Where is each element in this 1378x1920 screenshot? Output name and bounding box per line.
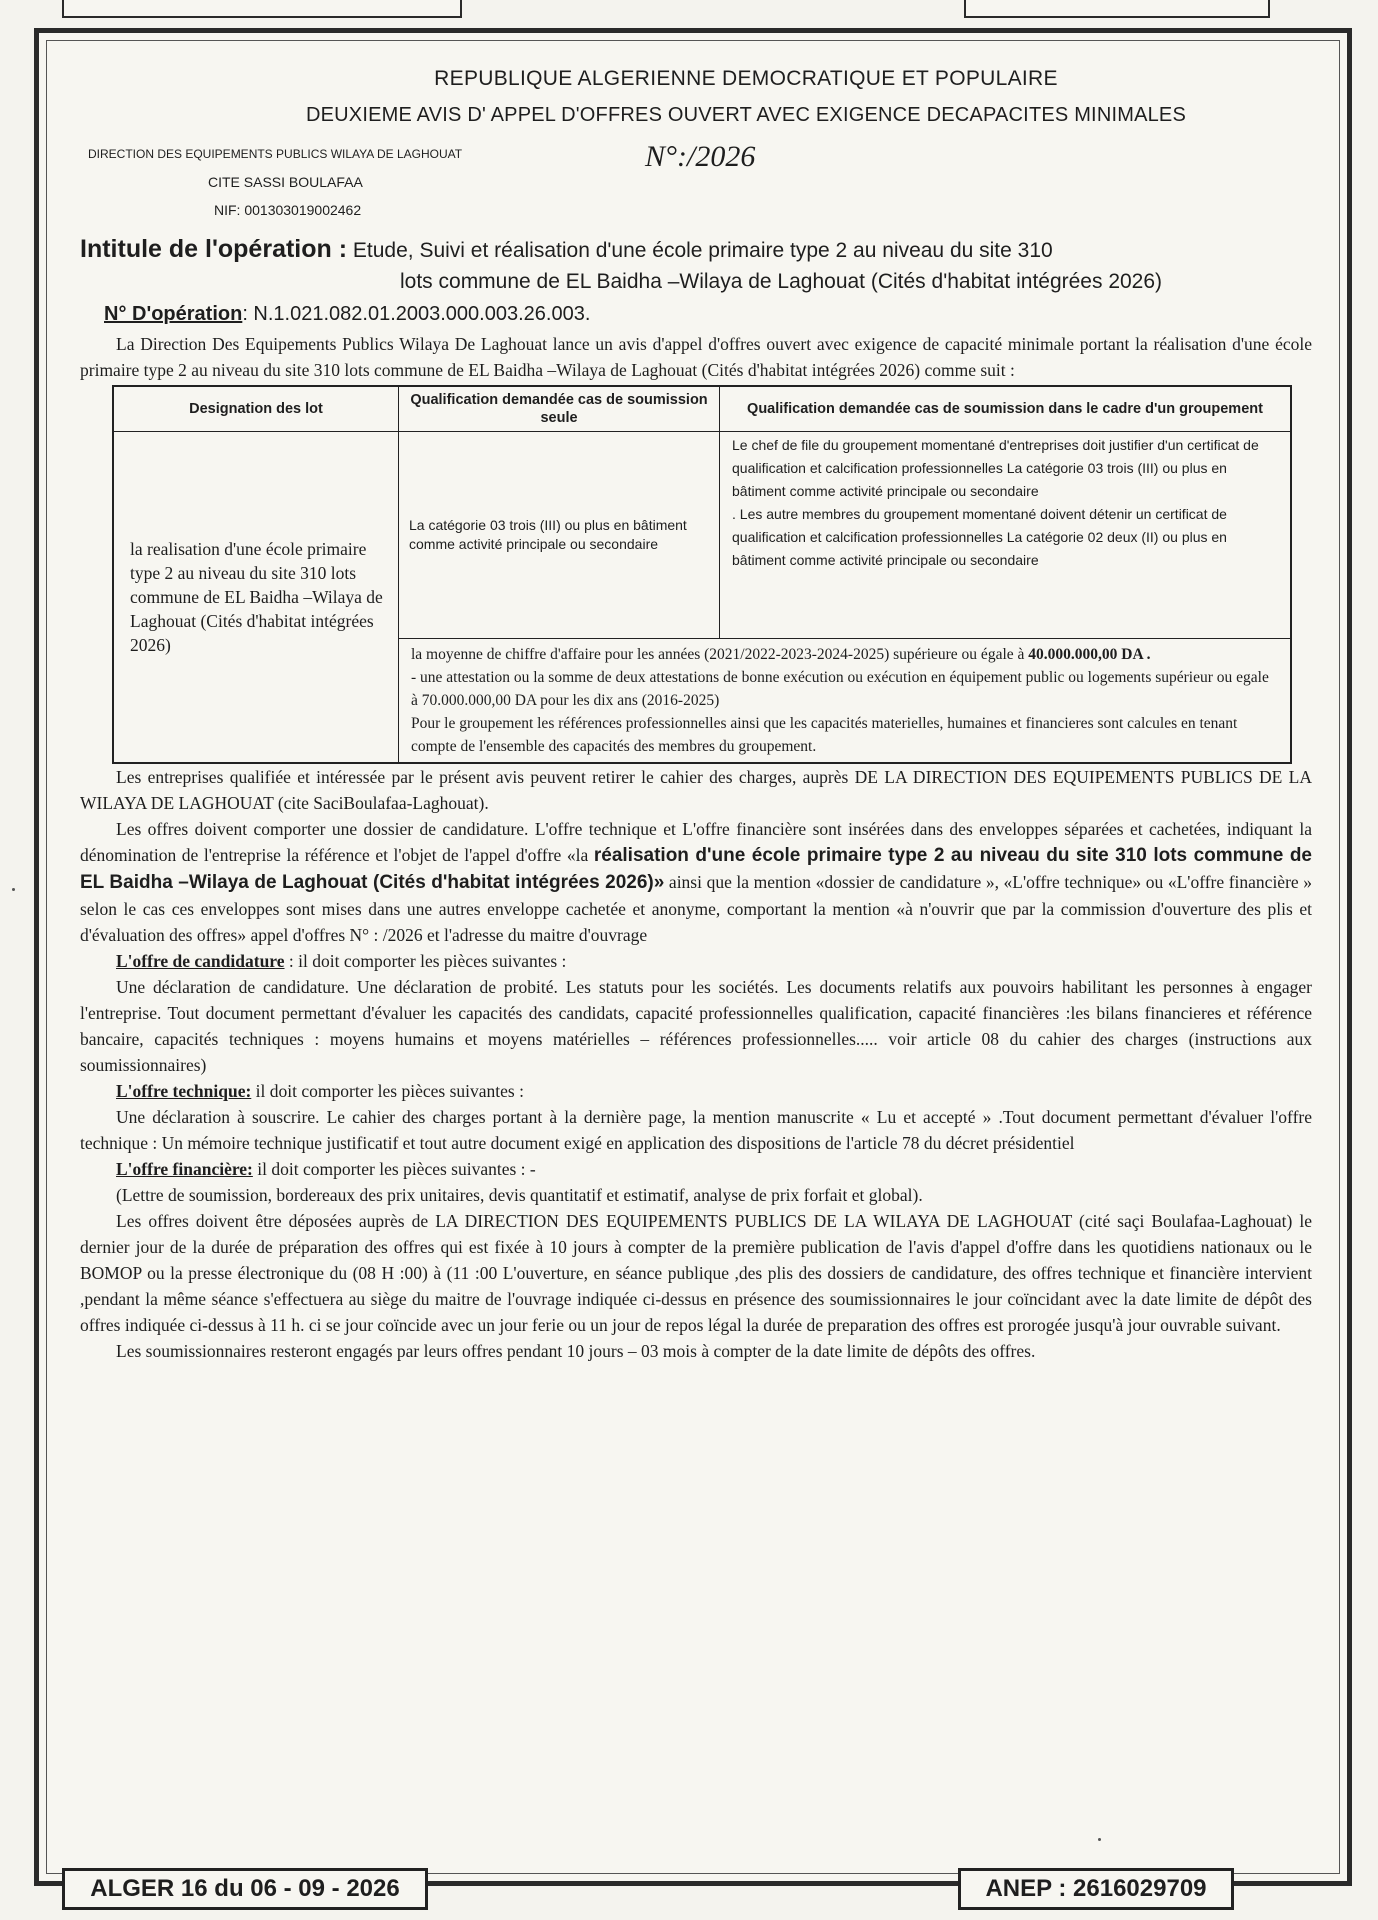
issuer-nif: NIF: 001303019002462: [214, 202, 362, 218]
issuer-name: DIRECTION DES EQUIPEMENTS PUBLICS WILAYA DE LAGHOUAT: [88, 147, 463, 161]
publication-date-box: ALGER 16 du 06 - 09 - 2026: [62, 1868, 428, 1910]
issuer-address: CITE SASSI BOULAFAA: [208, 174, 363, 190]
group-qualification: [720, 432, 1292, 639]
header-designation: Designation des lot: [113, 386, 399, 432]
operation-number-value: : N.1.021.082.01.2003.000.003.26.003.: [242, 303, 591, 325]
notice-content: [80, 62, 1312, 1364]
lots-table: [112, 385, 1292, 764]
solo-qualification: La catégorie 03 trois (III) ou plus en bâtiment comme activité principale ou secondaire: [399, 432, 720, 639]
offers-text-2: ainsi que la mention «dossier de candidature », «L'offre technique» ou «L'offre financière » selon le cas ces enveloppes sont mises dans une autres enveloppe cachetée et anonyme, comportant la mention «à n'ouvrir que par la commission d'ouverture des plis et d'évaluation des offres» appel d'offres N° : /2026 et l'adresse du maitre d'ouvrage: [80, 872, 1313, 945]
technical-label: L'offre technique:: [116, 1081, 252, 1101]
header-solo: Qualification demandée cas de soumission seule: [399, 386, 720, 432]
certificates-requirement: - une attestation ou la somme de deux attestations de bonne exécution ou exécution en équipement public ou logements supérieur ou egale à 70.000.000,00 DA pour les dix ans (2016-2025): [411, 669, 1269, 709]
validity-paragraph: Les soumissionnaires resteront engagés par leurs offres pendant 10 jours – 03 mois à compter de la date limite de dépôts des offres.: [116, 1341, 1036, 1361]
operation-title-text1: Etude, Suivi et réalisation d'une école primaire type 2 au niveau du site 310: [352, 239, 1053, 262]
operation-block: [80, 234, 1312, 331]
financial-intro: il doit comporter les pièces suivantes : -: [257, 1159, 536, 1179]
notice-title: DEUXIEME AVIS D' APPEL D'OFFRES OUVERT AVEC EXIGENCE DECAPACITES MINIMALES: [305, 104, 1187, 126]
top-stub-left: [62, 0, 462, 18]
turnover-text: la moyenne de chiffre d'affaire pour les années (2021/2022-2023-2024-2025) supérieure ou égale à: [411, 646, 1025, 663]
table-header-row: [113, 386, 1291, 432]
operation-title-label: Intitule de l'opération :: [80, 235, 348, 263]
financial-requirements: [399, 639, 1292, 764]
turnover-amount: 40.000.000,00 DA .: [1028, 646, 1151, 663]
scan-speck: [12, 888, 15, 891]
reference-number: N°:/2026: [645, 140, 756, 173]
technical-heading: [80, 1078, 1312, 1104]
lot-designation: la realisation d'une école primaire type 2 au niveau du site 310 lots commune de EL Baidha –Wilaya de Laghouat (Cités d'habitat intégrées 2026): [113, 432, 399, 764]
issuer-block: [80, 134, 1312, 226]
candidature-heading: [80, 948, 1312, 974]
candidature-label: L'offre de candidature: [116, 951, 285, 971]
republic-header: REPUBLIQUE ALGERIENNE DEMOCRATIQUE ET POPULAIRE: [434, 67, 1058, 90]
intro-paragraph: La Direction Des Equipements Publics Wilaya De Laghouat lance un avis d'appel d'offres ouvert avec exigence de capacité minimale portant la réalisation d'une école primaire type 2 au niveau du site 310 lots commune de EL Baidha –Wilaya de Laghouat (Cités d'habitat intégrées 2026) comme suit :: [80, 334, 1312, 380]
technical-intro: il doit comporter les pièces suivantes :: [255, 1081, 524, 1101]
operation-number: [104, 297, 1312, 331]
candidature-intro: : il doit comporter les pièces suivantes :: [288, 951, 567, 971]
technical-text: Une déclaration à souscrire. Le cahier des charges portant à la dernière page, la mention manuscrite « Lu et accepté » .Tout document permettant d'évaluer l'offre technique : Un mémoire technique justificatif et tout autre document exigé en application des dispositions de l'article 78 du décret présidentiel: [80, 1107, 1312, 1153]
group-leader-requirement: Le chef de file du groupement momentané d'entreprises doit justifier d'un certificat de qualification et calcification professionnelles La catégorie 03 trois (III) ou plus en bâtiment comme activité principale ou secondaire: [732, 437, 1259, 499]
top-stub-right: [964, 0, 1270, 18]
offers-object-bold: réalisation d'une école primaire type 2 au niveau du site 310 lots commune de EL Baidha –Wilaya de Laghouat (Cités d'habitat intégrées 2026)»: [80, 845, 1312, 893]
financial-heading: [80, 1156, 1312, 1182]
deposit-paragraph: Les offres doivent être déposées auprès de LA DIRECTION DES EQUIPEMENTS PUBLICS DE LA WILAYA DE LAGHOUAT (cité saçi Boulafaa-Laghouat) le dernier jour de la durée de préparation des offres qui est fixée à 10 jours à compter de la première publication de l'avis d'appel d'offre dans les quotidiens nationaux ou le BOMOP ou la presse électronique du (08 H :00) à (11 :00 L'ouverture, en séance publique ,des plis des dossiers de candidature, des offres technique et financière intervient ,pendant la même séance s'effectuera au siège du maitre de l'ouvrage indiquée ci-dessus en présence des soumissionnaires le jour coïncidant avec la date limite de dépôt des offres indiquée ci-dessus à 11 h. ci se jour coïncide avec un jour ferie ou un jour de repos légal la durée de preparation des offres est prorogée jusqu'à jour ouvrable suivant.: [80, 1211, 1312, 1335]
table-row: [113, 432, 1291, 639]
withdraw-paragraph: Les entreprises qualifiée et intéressée par le présent avis peuvent retirer le cahier des charges, auprès DE LA DIRECTION DES EQUIPEMENTS PUBLICS DE LA WILAYA DE LAGHOUAT (cite SaciBoulafaa-Laghouat).: [80, 767, 1312, 813]
group-references: Pour le groupement les références professionnelles ainsi que les capacités materielles, humaines et financieres sont calcules en tenant compte de l'ensemble des capacités des membres du groupement.: [411, 715, 1238, 755]
financial-label: L'offre financière:: [116, 1159, 253, 1179]
anep-number-box: ANEP : 2616029709: [958, 1868, 1234, 1910]
operation-title-line1: [80, 234, 1312, 266]
scan-speck: [1098, 1838, 1101, 1841]
offers-paragraph: [80, 816, 1312, 948]
group-members-requirement: . Les autre membres du groupement momentané doivent détenir un certificat de qualification et calcification professionnelles La catégorie 02 deux (II) ou plus en bâtiment comme activité principale ou secondaire: [732, 506, 1227, 568]
operation-number-label: N° D'opération: [104, 303, 243, 325]
turnover-requirement: [411, 643, 1278, 666]
operation-title-line2: lots commune de EL Baidha –Wilaya de Laghouat (Cités d'habitat intégrées 2026): [400, 270, 1163, 293]
header-group: Qualification demandée cas de soumission dans le cadre d'un groupement: [720, 386, 1292, 432]
issuer: [88, 140, 462, 224]
offers-text-1: Les offres doivent comporter une dossier de candidature. L'offre technique et L'offre financière sont insérées dans des enveloppes séparées et cachetées, indiquant la dénomination de l'entreprise la référence et l'objet de l'appel d'offre «la: [80, 819, 1312, 865]
financial-text: (Lettre de soumission, bordereaux des prix unitaires, devis quantitatif et estimatif, analyse de prix forfait et global).: [116, 1185, 923, 1205]
candidature-text: Une déclaration de candidature. Une déclaration de probité. Les statuts pour les sociétés. Les documents relatifs aux pouvoirs habilitant les personnes à engager l'entreprise. Tout document permettant d'évaluer les capacités des candidats, capacité professionnelles qualification, capacité financières :les bilans financieres et référence bancaire, capacités techniques : moyens humains et moyens matérielles – références professionnelles..... voir article 08 du cahier des charges (instructions aux soumissionnaires): [80, 977, 1312, 1075]
